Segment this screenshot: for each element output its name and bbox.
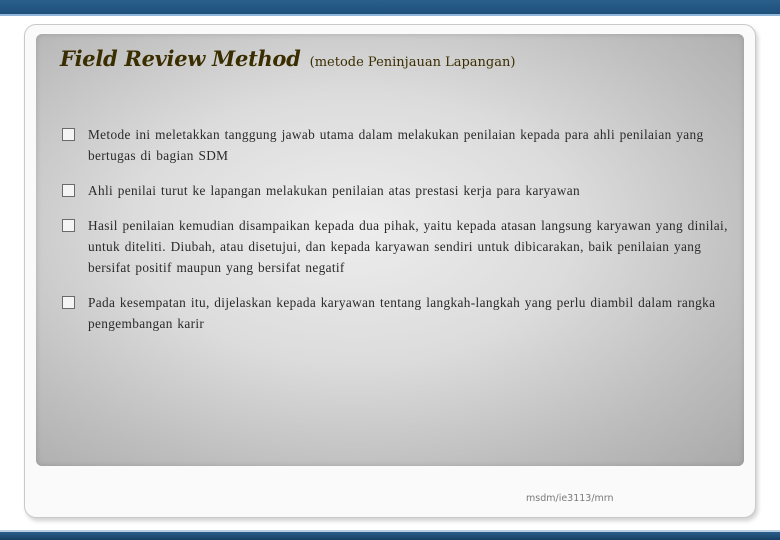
bullet-item (62, 180, 742, 201)
top-accent-line (0, 14, 780, 16)
bullet-item (62, 215, 742, 278)
slide-title-main: Field Review Method (60, 46, 301, 71)
bullet-text: Pada kesempatan itu, dijelaskan kepada karyawan tentang langkah-langkah yang perlu diambil dalam rangka pengembangan karir (88, 295, 716, 331)
bullet-text: Metode ini meletakkan tanggung jawab utama dalam melakukan penilaian kepada para ahli penilaian yang bertugas di bagian SDM (88, 127, 704, 163)
bullet-text: Hasil penilaian kemudian disampaikan kepada dua pihak, yaitu kepada atasan langsung karyawan yang dinilai, untuk diteliti. Diubah, atau disetujui, dan kepada karyawan sendiri untuk dibicarakan, baik penilaian yang bersifat positif maupun yang bersifat negatif (88, 218, 728, 275)
bullet-box-icon (62, 184, 75, 197)
bullet-box-icon (62, 296, 75, 309)
bullet-item (62, 124, 742, 166)
bullet-text: Ahli penilai turut ke lapangan melakukan penilaian atas prestasi kerja para karyawan (88, 183, 580, 198)
bullet-box-icon (62, 128, 75, 141)
top-accent-bar (0, 0, 780, 14)
bullet-item (62, 292, 742, 334)
bullet-box-icon (62, 219, 75, 232)
slide-title (60, 46, 515, 71)
slide-title-subtitle: (metode Peninjauan Lapangan) (309, 55, 516, 70)
slide-footer: msdm/ie3113/mrn (526, 493, 614, 504)
bottom-accent-bar (0, 532, 780, 540)
bullet-list (62, 124, 742, 334)
